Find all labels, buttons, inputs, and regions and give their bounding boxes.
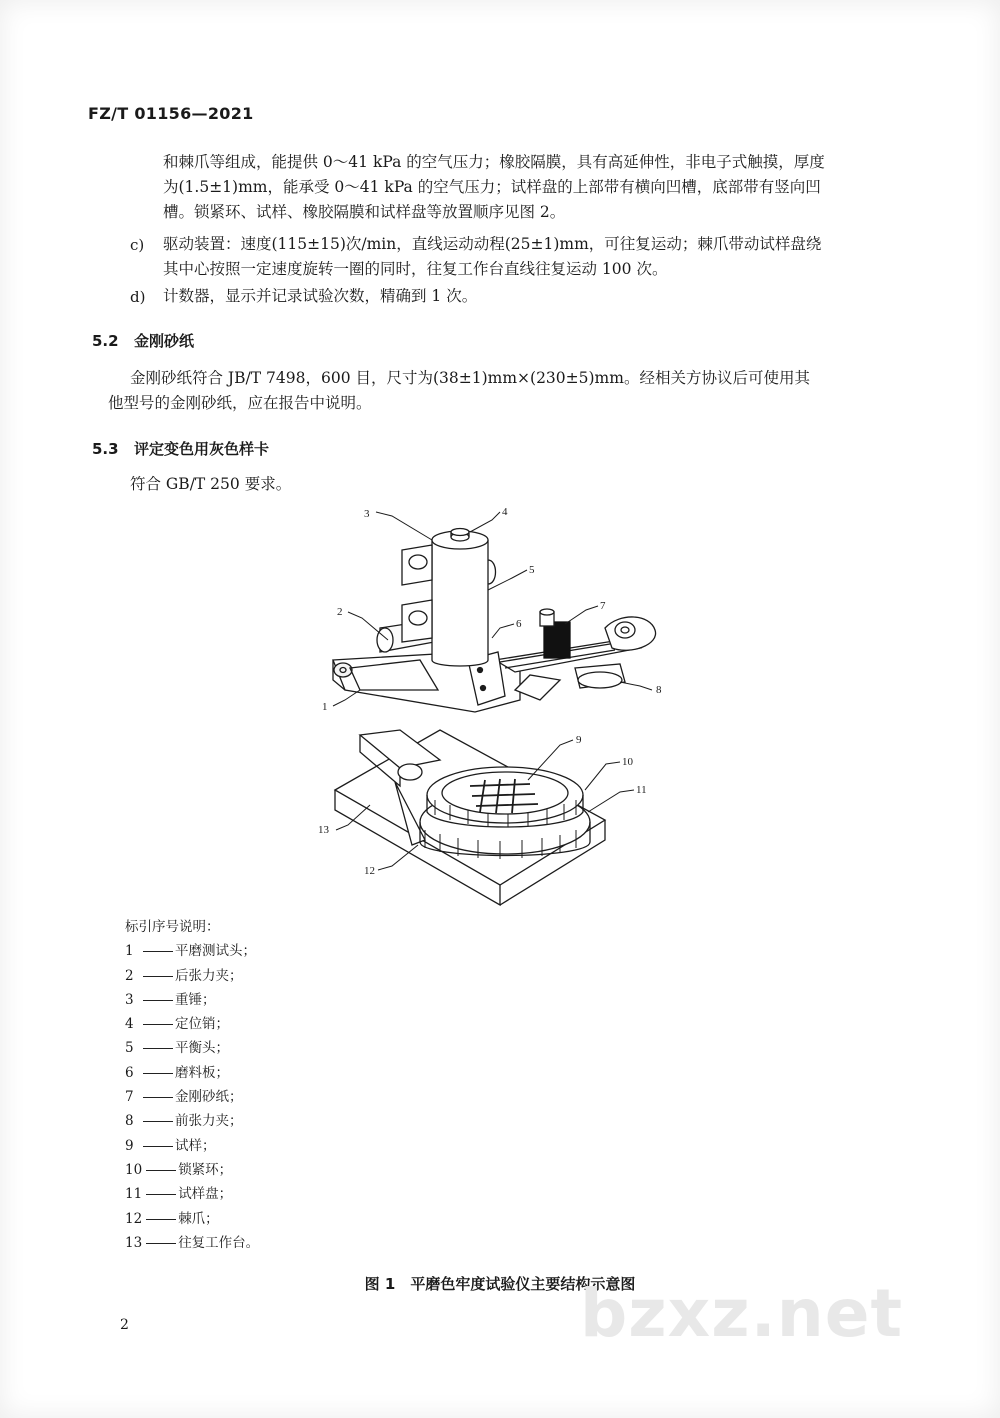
legend-text: 定位销； xyxy=(175,1016,229,1033)
section-title: 评定变色用灰色样卡 xyxy=(134,440,270,458)
legend-item xyxy=(125,1158,259,1182)
callout-5: 5 xyxy=(529,564,535,576)
section-5-2-line: 金刚砂纸符合 JB/T 7498，600 目，尺寸为(38±1)mm×(230±5)mm。经相关方协议后可使用其 xyxy=(130,369,810,387)
legend-dash xyxy=(143,1048,173,1049)
section-5-3-paragraph xyxy=(130,472,291,497)
legend-number: 9 xyxy=(125,1137,134,1154)
callout-6: 6 xyxy=(516,618,522,630)
callout-4: 4 xyxy=(502,506,508,518)
legend-text: 后张力夹； xyxy=(175,967,243,984)
document-id: FZ/T 01156—2021 xyxy=(88,104,254,123)
legend-dash xyxy=(143,1000,173,1001)
legend-dash xyxy=(143,951,173,952)
section-number: 5.3 xyxy=(92,440,119,458)
legend-item xyxy=(125,988,259,1012)
callout-2: 2 xyxy=(337,606,343,618)
legend-item xyxy=(125,1207,259,1231)
legend-title: 标引序号说明： xyxy=(125,919,220,935)
legend-item xyxy=(125,964,259,988)
legend-dash xyxy=(143,1097,173,1098)
legend-number: 10 xyxy=(125,1161,143,1178)
legend-number: 8 xyxy=(125,1113,134,1130)
item-d-label: d) xyxy=(130,288,146,306)
legend-text: 锁紧环； xyxy=(178,1161,233,1178)
item-d-text xyxy=(163,284,477,309)
legend-text: 金刚砂纸； xyxy=(175,1089,243,1106)
legend-text: 往复工作台。 xyxy=(178,1234,260,1251)
legend-text: 平衡头； xyxy=(175,1040,229,1057)
section-5-2-line: 他型号的金刚砂纸，应在报告中说明。 xyxy=(108,394,372,412)
legend-item xyxy=(125,1109,259,1133)
item-c-line: 驱动装置：速度(115±15)次/min，直线运动动程(25±1)mm，可往复运动；棘爪带动试样盘绕 xyxy=(163,235,822,253)
legend-item xyxy=(125,1085,259,1109)
legend-text: 磨料板； xyxy=(175,1064,229,1081)
legend-number: 12 xyxy=(125,1210,143,1227)
legend-number: 7 xyxy=(125,1089,134,1106)
legend-dash xyxy=(146,1219,176,1220)
legend-text: 前张力夹； xyxy=(175,1113,243,1130)
legend-dash xyxy=(143,1121,173,1122)
intro-paragraph xyxy=(163,150,825,225)
legend-dash xyxy=(143,976,173,977)
callout-7: 7 xyxy=(600,600,606,612)
item-d-line: 计数器，显示并记录试验次数，精确到 1 次。 xyxy=(163,287,478,305)
legend-dash xyxy=(146,1194,176,1195)
callout-8: 8 xyxy=(656,684,662,696)
legend-dash xyxy=(143,1146,173,1147)
intro-line: 为(1.5±1)mm，能承受 0～41 kPa 的空气压力；试样盘的上部带有横向凹槽，底部带有竖向凹 xyxy=(163,178,821,196)
section-5-2-heading xyxy=(92,330,194,351)
item-c-line: 其中心按照一定速度旋转一圈的同时，往复工作台直线往复运动 100 次。 xyxy=(163,260,668,278)
legend-dash xyxy=(146,1243,176,1244)
intro-line: 槽。锁紧环、试样、橡胶隔膜和试样盘等放置顺序见图 2。 xyxy=(163,203,566,221)
legend-number: 4 xyxy=(125,1016,134,1033)
item-c-text xyxy=(163,232,821,282)
callout-11: 11 xyxy=(636,784,647,796)
section-5-3-line: 符合 GB/T 250 要求。 xyxy=(130,475,292,493)
callout-12: 12 xyxy=(364,865,375,877)
legend-text: 试样； xyxy=(175,1137,216,1154)
watermark: bzxz.net xyxy=(580,1275,904,1352)
legend-item xyxy=(125,1036,259,1060)
legend-dash xyxy=(143,1024,173,1025)
section-5-2-paragraph xyxy=(108,366,810,416)
abrasion-tester-diagram xyxy=(300,498,700,918)
callout-13: 13 xyxy=(318,824,329,836)
figure-caption: 图 1 平磨色牢度试验仪主要结构示意图 xyxy=(364,1275,636,1293)
legend-number: 11 xyxy=(125,1186,143,1203)
callout-10: 10 xyxy=(622,756,633,768)
callout-1: 1 xyxy=(322,701,328,713)
figure-legend xyxy=(125,915,259,1255)
item-c-label: c) xyxy=(130,236,145,254)
worktable-assembly xyxy=(335,730,605,905)
legend-item xyxy=(125,1012,259,1036)
test-head-assembly xyxy=(333,609,656,712)
section-5-3-heading xyxy=(92,438,269,459)
legend-dash xyxy=(146,1170,176,1171)
legend-text: 平磨测试头； xyxy=(175,943,256,960)
legend-number: 6 xyxy=(125,1064,134,1081)
legend-text: 试样盘； xyxy=(178,1186,233,1203)
legend-item xyxy=(125,939,259,963)
callout-3: 3 xyxy=(364,508,370,520)
legend-number: 3 xyxy=(125,991,134,1008)
legend-dash xyxy=(143,1073,173,1074)
section-title: 金刚砂纸 xyxy=(134,332,195,350)
legend-number: 1 xyxy=(125,943,134,960)
legend-item xyxy=(125,1182,259,1206)
legend-text: 重锤； xyxy=(175,991,216,1008)
legend-text: 棘爪； xyxy=(178,1210,219,1227)
legend-number: 2 xyxy=(125,967,134,984)
legend-item xyxy=(125,1061,259,1085)
section-number: 5.2 xyxy=(92,332,119,350)
callout-9: 9 xyxy=(576,734,582,746)
legend-item xyxy=(125,1134,259,1158)
legend-item xyxy=(125,1231,259,1255)
legend-number: 13 xyxy=(125,1234,143,1251)
intro-line: 和棘爪等组成，能提供 0～41 kPa 的空气压力；橡胶隔膜，具有高延伸性，非电子式触摸，厚度 xyxy=(163,153,825,171)
page-number: 2 xyxy=(120,1317,129,1333)
legend-number: 5 xyxy=(125,1040,134,1057)
